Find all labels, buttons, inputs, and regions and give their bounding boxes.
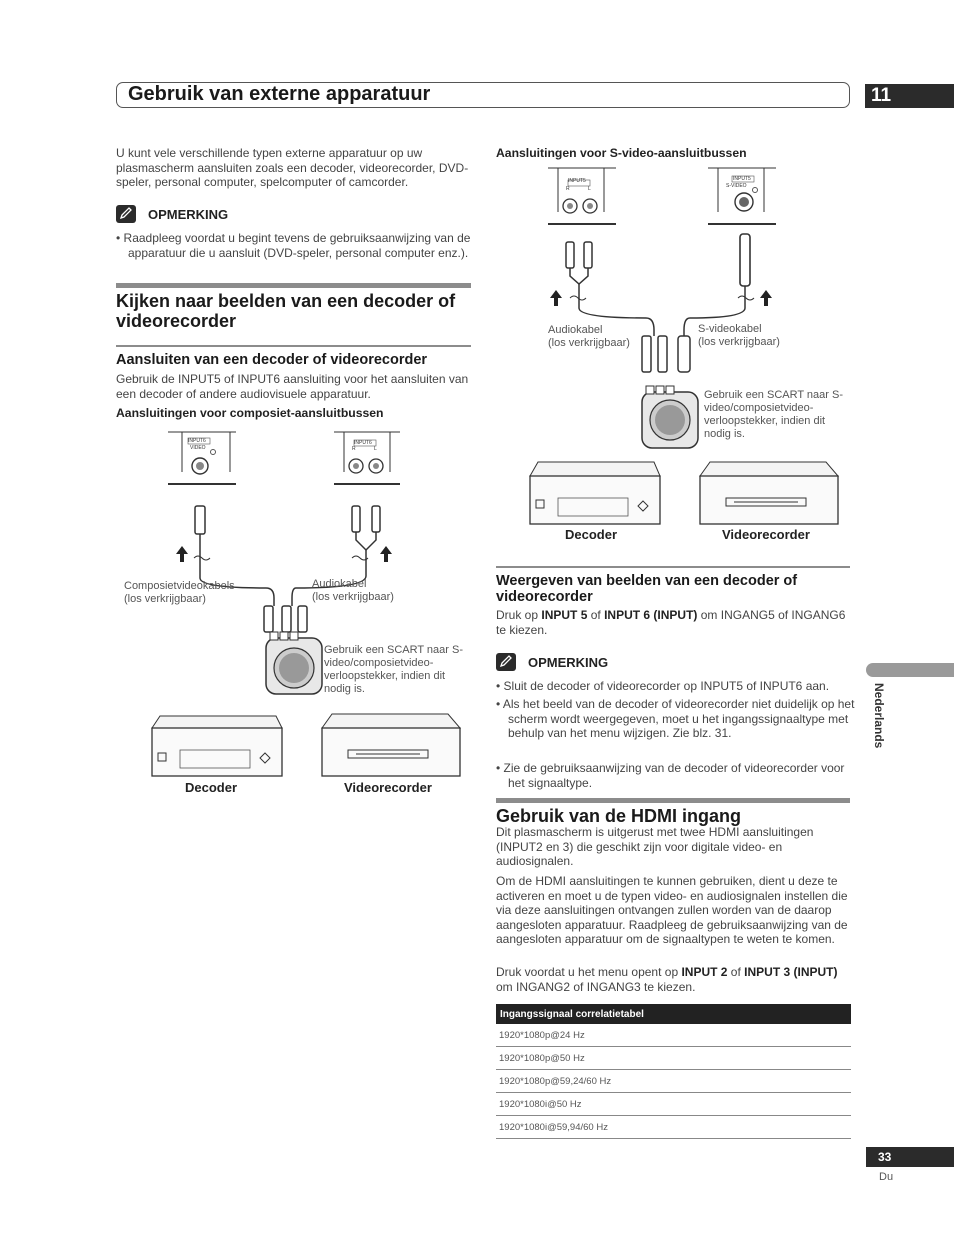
chapter-number: 11 [865,84,954,108]
svideo-plug [684,234,750,336]
panel-l-label: L [588,186,591,192]
composite-video-plug [195,506,266,588]
up-arrow-icon [380,546,392,562]
table-row: 1920*1080i@50 Hz [496,1093,851,1116]
note-bullet: • Als het beeld van de decoder of videorecorder niet duidelijk op het scherm wordt weergegeven, moet u het ingangssignaaltype met behulp van het menu wijzigen. Zie blz. 31. [496,697,855,741]
scart-adapter-icon [266,632,322,694]
audio-plugs [296,506,380,588]
vcr-device-icon [700,462,838,524]
panel-audio-jacks [548,168,616,224]
side-language-label: Nederlands [872,683,886,749]
cable-label: Audiokabel (los verkrijgbaar) [548,324,630,349]
note-bullet: • Zie de gebruiksaanwijzing van de decoder of videorecorder voor het signaaltype. [496,761,845,790]
audio-plugs [566,242,654,336]
note-title: OPMERKING [148,207,229,222]
note-title: OPMERKING [528,655,609,670]
section-rule [116,283,471,288]
cable-label: Audiokabel (los verkrijgbaar) [312,578,394,603]
subsection-rule [116,345,471,347]
panel-label: INPUT5 [568,178,586,184]
table-header: Ingangssignaal correlatietabel [496,1004,851,1024]
scart-note: Gebruik een SCART naar S-video/composietvideo-verloopstekker, indien dit nodig is. [704,389,843,440]
diagram-caption: Aansluitingen voor composiet-aansluitbussen [116,406,384,420]
subsection-heading: Aansluiten van een decoder of videorecorder [116,352,428,368]
panel-label: INPUT5 [733,176,751,182]
panel-l-label: L [374,446,377,452]
scart-adapter-icon [642,386,698,448]
composite-connection-diagram [116,428,476,808]
panel-r-label: R [566,186,570,192]
vcr-device-icon [322,714,460,776]
page-language: Du [879,1171,894,1183]
section-body: Druk voordat u het menu opent op INPUT 2 of INPUT 3 (INPUT) om INGANG2 of INGANG3 te kiezen. [496,965,838,994]
table-row: 1920*1080i@59,94/60 Hz [496,1116,851,1139]
diagram-caption: Aansluitingen voor S-video-aansluitbussen [496,146,747,160]
section-body: Gebruik de INPUT5 of INPUT6 aansluiting voor het aansluiten van een decoder of andere audiovisuele apparatuur. [116,372,469,401]
panel-sub-label: VIDEO [190,445,206,451]
decoder-device-icon [152,716,282,776]
scart-note: Gebruik een SCART naar S-video/composietvideo-verloopstekker, indien dit nodig is. [324,644,463,695]
pencil-note-icon [116,205,136,223]
intro-paragraph: U kunt vele verschillende typen externe apparatuur op uw plasmascherm aansluiten zoals een decoder, videorecorder, DVD-speler, personal computer, spelcomputer of camcorder. [116,146,469,190]
decoder-label: Decoder [185,780,238,795]
table-row: 1920*1080p@59,24/60 Hz [496,1070,851,1093]
page-title: Gebruik van externe apparatuur [128,83,431,105]
panel-label: INPUT6 [354,440,372,446]
vcr-label: Videorecorder [344,780,432,795]
note-bullet: • Sluit de decoder of videorecorder op INPUT5 of INPUT6 aan. [496,679,830,693]
subsection-rule [496,566,850,568]
table-row: 1920*1080p@24 Hz [496,1024,851,1047]
decoder-label: Decoder [565,527,618,542]
svideo-connection-diagram [496,164,856,544]
panel-label: INPUT6 [188,438,206,444]
up-arrow-icon [550,290,562,306]
section-heading: Kijken naar beelden van een decoder of videorecorder [116,291,456,331]
panel-r-label: R [352,446,356,452]
up-arrow-icon [760,290,772,306]
section-heading: Gebruik van de HDMI ingang [496,806,742,826]
section-rule [496,798,850,803]
up-arrow-icon [176,546,188,562]
signal-table [496,1004,851,1139]
note-bullet: • Raadpleeg voordat u begint tevens de gebruiksaanwijzing van de apparatuur die u aansluit (DVD-speler, personal computer enz.). [116,231,471,260]
side-tab [866,663,954,677]
table-row: 1920*1080p@50 Hz [496,1047,851,1070]
decoder-device-icon [530,462,660,524]
subsection-heading: Weergeven van beelden van een decoder of videorecorder [496,573,798,605]
section-body: Om de HDMI aansluitingen te kunnen gebruiken, dient u deze te activeren en moet u de typen video- en audiosignalen instellen die via deze aansluitingen ontvangen zullen worden van de daarop aangesloten apparatuur. Raadpleeg de gebruiksaanwijzing van de aangesloten apparatuur om de signaaltypen te weten te komen. [496,874,848,947]
page-number: 33 [866,1147,954,1167]
section-body: Druk op INPUT 5 of INPUT 6 (INPUT) om INGANG5 of INGANG6 te kiezen. [496,608,846,637]
cable-label: Composietvideokabels (los verkrijgbaar) [124,580,235,605]
section-body: Dit plasmascherm is uitgerust met twee HDMI aansluitingen (INPUT2 en 3) die geschikt zijn voor digitale video- en audiosignalen. [496,825,814,869]
vcr-label: Videorecorder [722,527,810,542]
panel-sub-label: S-VIDEO [726,183,747,189]
cable-label: S-videokabel (los verkrijgbaar) [698,323,780,348]
pencil-note-icon [496,653,516,671]
